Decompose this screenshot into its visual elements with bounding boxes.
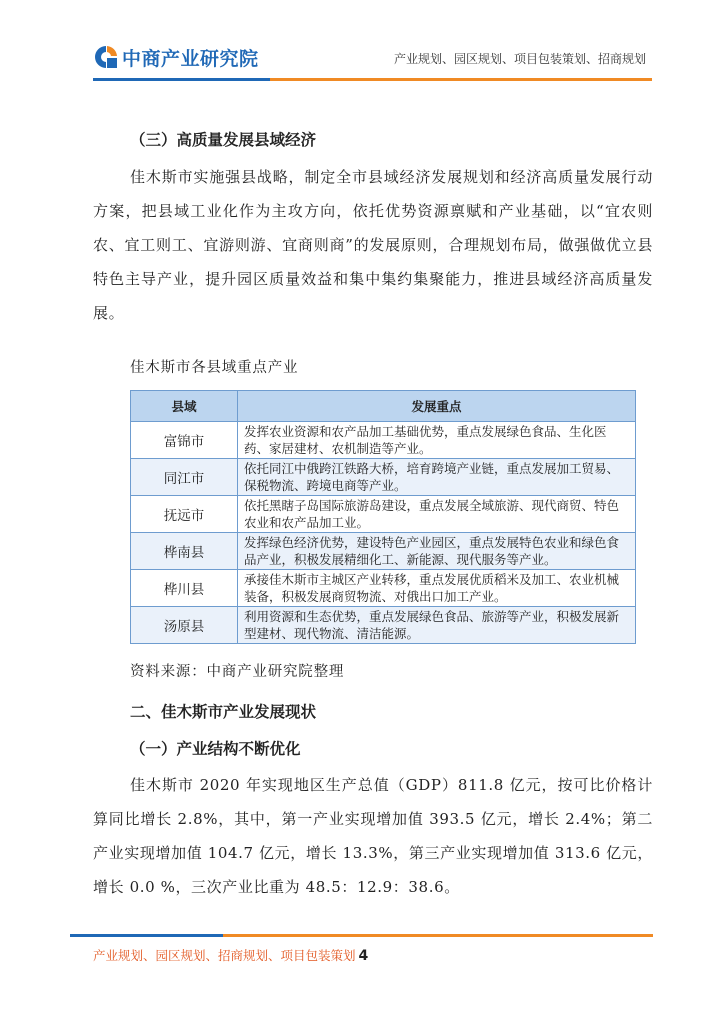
county-cell: 汤原县 — [131, 607, 238, 644]
county-cell: 桦南县 — [131, 533, 238, 570]
table-row — [131, 533, 636, 570]
paragraph-gdp-2020: 佳木斯市 2020 年实现地区生产总值（GDP）811.8 亿元，按可比价格计算同比增长 2.8%，其中，第一产业实现增加值 393.5 亿元，增长 2.4%；第二产业实现增加值 104.7 亿元，增长 13.3%，第三产业实现增加值 313.6 亿元，增长 0.0 %，三次产业比重为 48.5：12.9：38.6。 — [93, 776, 653, 896]
footer-divider-blue — [70, 934, 223, 937]
table-row — [131, 607, 636, 644]
page-number: 4 — [358, 948, 369, 964]
county-cell: 富锦市 — [131, 422, 238, 459]
paragraph-county-strategy: 佳木斯市实施强县战略，制定全市县域经济发展规划和经济高质量发展行动方案，把县域工业化作为主攻方向，依托优势资源禀赋和产业基础，以“宜农则农、宜工则工、宜游则游、宜商则商”的发展原则，合理规划布局，做强做优立县特色主导产业，提升园区质量效益和集中集约集聚能力，推进县域经济高质量发展。 — [93, 168, 653, 322]
county-cell: 同江市 — [131, 459, 238, 496]
page-header — [0, 0, 724, 80]
column-header-focus: 发展重点 — [238, 391, 636, 422]
table-row — [131, 496, 636, 533]
table-header-row — [131, 391, 636, 422]
county-cell: 抚远市 — [131, 496, 238, 533]
focus-cell: 发挥绿色经济优势，建设特色产业园区，重点发展特色农业和绿色食品产业，积极发展精细化工、新能源、现代服务等产业。 — [238, 533, 636, 570]
footer-divider-orange — [223, 934, 653, 937]
county-cell: 桦川县 — [131, 570, 238, 607]
focus-cell: 依托同江中俄跨江铁路大桥，培育跨境产业链，重点发展加工贸易、保税物流、跨境电商等产业。 — [238, 459, 636, 496]
column-header-county: 县域 — [131, 391, 238, 422]
focus-cell: 依托黑瞎子岛国际旅游岛建设，重点发展全域旅游、现代商贸、特色农业和农产品加工业。 — [238, 496, 636, 533]
page-footer — [93, 946, 368, 964]
header-tagline: 产业规划、园区规划、项目包装策划、招商规划 — [393, 52, 646, 66]
focus-cell: 承接佳木斯市主城区产业转移，重点发展优质稻米及加工、农业机械装备，积极发展商贸物流、对俄出口加工产业。 — [238, 570, 636, 607]
section-heading-industry-status: 二、佳木斯市产业发展现状 — [130, 703, 317, 721]
footer-tagline: 产业规划、园区规划、招商规划、项目包装策划 — [93, 948, 356, 963]
section-heading-county-economy: （三）高质量发展县域经济 — [130, 131, 317, 149]
header-divider-orange — [270, 78, 652, 81]
source-note: 资料来源：中商产业研究院整理 — [130, 664, 345, 680]
table-row — [131, 422, 636, 459]
section-heading-industry-structure: （一）产业结构不断优化 — [130, 740, 301, 758]
table-row — [131, 570, 636, 607]
header-divider-blue — [93, 78, 270, 81]
county-industry-table — [130, 390, 636, 644]
logo-mark-icon — [93, 44, 119, 70]
table-row — [131, 459, 636, 496]
company-logo — [93, 44, 259, 70]
focus-cell: 发挥农业资源和农产品加工基础优势，重点发展绿色食品、生化医药、家居建材、农机制造等产业。 — [238, 422, 636, 459]
logo-text: 中商产业研究院 — [122, 47, 259, 70]
focus-cell: 利用资源和生态优势，重点发展绿色食品、旅游等产业，积极发展新型建材、现代物流、清洁能源。 — [238, 607, 636, 644]
table-caption: 佳木斯市各县域重点产业 — [130, 360, 299, 376]
